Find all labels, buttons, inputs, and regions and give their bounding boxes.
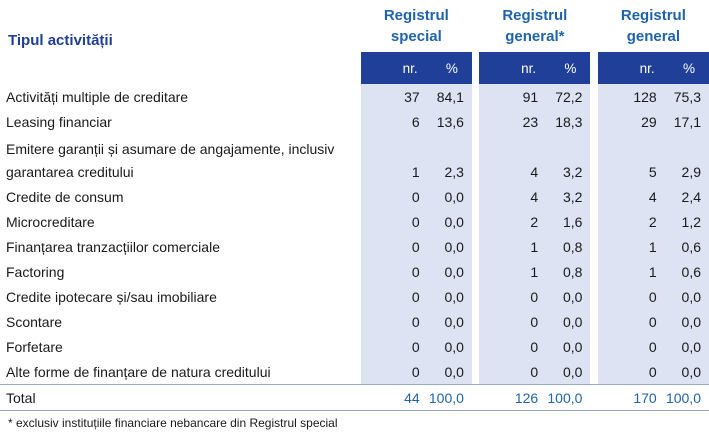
count-cell: 2 xyxy=(479,209,542,234)
table-row xyxy=(0,84,709,109)
count-cell: 128 xyxy=(598,84,661,109)
pct-header: % xyxy=(424,52,472,84)
percent-cell: 0,8 xyxy=(542,259,590,284)
percent-cell: 3,2 xyxy=(542,134,590,184)
count-cell: 0 xyxy=(598,309,661,334)
percent-cell: 100,0 xyxy=(542,385,590,411)
count-cell: 0 xyxy=(479,359,542,385)
count-cell: 1 xyxy=(598,234,661,259)
count-cell: 0 xyxy=(361,259,424,284)
count-cell: 0 xyxy=(361,334,424,359)
percent-cell: 2,9 xyxy=(661,134,709,184)
total-row xyxy=(0,385,709,411)
count-cell: 0 xyxy=(598,284,661,309)
count-cell: 6 xyxy=(361,109,424,134)
percent-cell: 0,0 xyxy=(424,359,472,385)
percent-cell: 0,0 xyxy=(661,334,709,359)
percent-cell: 72,2 xyxy=(542,84,590,109)
group-header-special xyxy=(361,0,472,52)
table-row xyxy=(0,259,709,284)
percent-cell: 0,8 xyxy=(542,234,590,259)
activity-label: Activități multiple de creditare xyxy=(6,88,189,105)
count-cell: 4 xyxy=(479,184,542,209)
count-cell: 29 xyxy=(598,109,661,134)
percent-cell: 100,0 xyxy=(661,385,709,411)
count-cell: 5 xyxy=(598,134,661,184)
table-row xyxy=(0,109,709,134)
activity-label: Alte forme de finanțare de natura creditului xyxy=(6,363,271,380)
count-cell: 4 xyxy=(479,134,542,184)
count-cell: 0 xyxy=(361,184,424,209)
group-header-line1: Registrul xyxy=(502,7,568,24)
percent-cell: 17,1 xyxy=(661,109,709,134)
table-row xyxy=(0,234,709,259)
table-row xyxy=(0,334,709,359)
count-cell: 126 xyxy=(479,385,542,411)
table-row xyxy=(0,209,709,234)
count-cell: 0 xyxy=(361,309,424,334)
percent-cell: 100,0 xyxy=(424,385,472,411)
table-row xyxy=(0,184,709,209)
count-cell: 0 xyxy=(479,334,542,359)
activity-label: Factoring xyxy=(6,263,65,280)
count-cell: 91 xyxy=(479,84,542,109)
percent-cell: 0,0 xyxy=(424,284,472,309)
count-cell: 2 xyxy=(598,209,661,234)
count-cell: 0 xyxy=(361,209,424,234)
count-cell: 0 xyxy=(479,309,542,334)
percent-cell: 0,0 xyxy=(661,309,709,334)
nr-header: nr. xyxy=(479,52,542,84)
percent-cell: 0,6 xyxy=(661,234,709,259)
percent-cell: 13,6 xyxy=(424,109,472,134)
percent-cell: 0,0 xyxy=(424,209,472,234)
percent-cell: 0,0 xyxy=(661,284,709,309)
activity-label: Credite de consum xyxy=(6,188,124,205)
count-cell: 0 xyxy=(361,284,424,309)
percent-cell: 0,0 xyxy=(424,334,472,359)
count-cell: 0 xyxy=(479,284,542,309)
percent-cell: 1,2 xyxy=(661,209,709,234)
group-header-line2: special xyxy=(390,28,442,45)
count-cell: 170 xyxy=(598,385,661,411)
percent-cell: 0,0 xyxy=(661,359,709,385)
group-header-line1: Registrul xyxy=(383,7,449,24)
percent-cell: 0,0 xyxy=(424,309,472,334)
group-header-general xyxy=(598,0,709,52)
percent-cell: 18,3 xyxy=(542,109,590,134)
percent-cell: 1,6 xyxy=(542,209,590,234)
count-cell: 0 xyxy=(361,359,424,385)
pct-header: % xyxy=(661,52,709,84)
total-label: Total xyxy=(0,385,361,411)
percent-cell: 84,1 xyxy=(424,84,472,109)
count-cell: 0 xyxy=(598,334,661,359)
percent-cell: 0,0 xyxy=(542,284,590,309)
count-cell: 1 xyxy=(479,234,542,259)
activity-label: Credite ipotecare și/sau imobiliare xyxy=(6,288,217,305)
percent-cell: 75,3 xyxy=(661,84,709,109)
column-title: Tipul activității xyxy=(8,31,113,49)
count-cell: 1 xyxy=(598,259,661,284)
activity-label: Forfetare xyxy=(6,338,63,355)
count-cell: 44 xyxy=(361,385,424,411)
pct-header: % xyxy=(542,52,590,84)
table-row xyxy=(0,284,709,309)
activity-label: Emitere garanții și asumare de angajamente, inclusiv garantarea creditului xyxy=(6,141,335,180)
group-header-general-star xyxy=(479,0,590,52)
activity-label: Finanțarea tranzacțiilor comerciale xyxy=(6,238,220,255)
activity-label: Microcreditare xyxy=(6,213,95,230)
count-cell: 1 xyxy=(479,259,542,284)
percent-cell: 2,4 xyxy=(661,184,709,209)
header-row xyxy=(0,0,709,52)
nr-header: nr. xyxy=(598,52,661,84)
subheader-row xyxy=(0,52,709,84)
count-cell: 0 xyxy=(361,234,424,259)
percent-cell: 0,6 xyxy=(661,259,709,284)
count-cell: 0 xyxy=(598,359,661,385)
count-cell: 37 xyxy=(361,84,424,109)
percent-cell: 0,0 xyxy=(424,234,472,259)
percent-cell: 0,0 xyxy=(542,309,590,334)
group-header-line2: general xyxy=(626,28,681,45)
count-cell: 1 xyxy=(361,134,424,184)
percent-cell: 0,0 xyxy=(542,359,590,385)
activity-label: Scontare xyxy=(6,313,63,330)
percent-cell: 3,2 xyxy=(542,184,590,209)
percent-cell: 0,0 xyxy=(424,259,472,284)
table-row xyxy=(0,134,709,184)
activity-label: Leasing financiar xyxy=(6,113,112,130)
percent-cell: 0,0 xyxy=(424,184,472,209)
table-row xyxy=(0,359,709,385)
percent-cell: 0,0 xyxy=(542,334,590,359)
table-row xyxy=(0,309,709,334)
count-cell: 23 xyxy=(479,109,542,134)
group-header-line1: Registrul xyxy=(620,7,686,24)
footnote: * exclusiv instituțiile financiare nebancare din Registrul special xyxy=(8,416,338,430)
group-header-line2: general* xyxy=(505,28,565,45)
percent-cell: 2,3 xyxy=(424,134,472,184)
count-cell: 4 xyxy=(598,184,661,209)
nr-header: nr. xyxy=(361,52,424,84)
